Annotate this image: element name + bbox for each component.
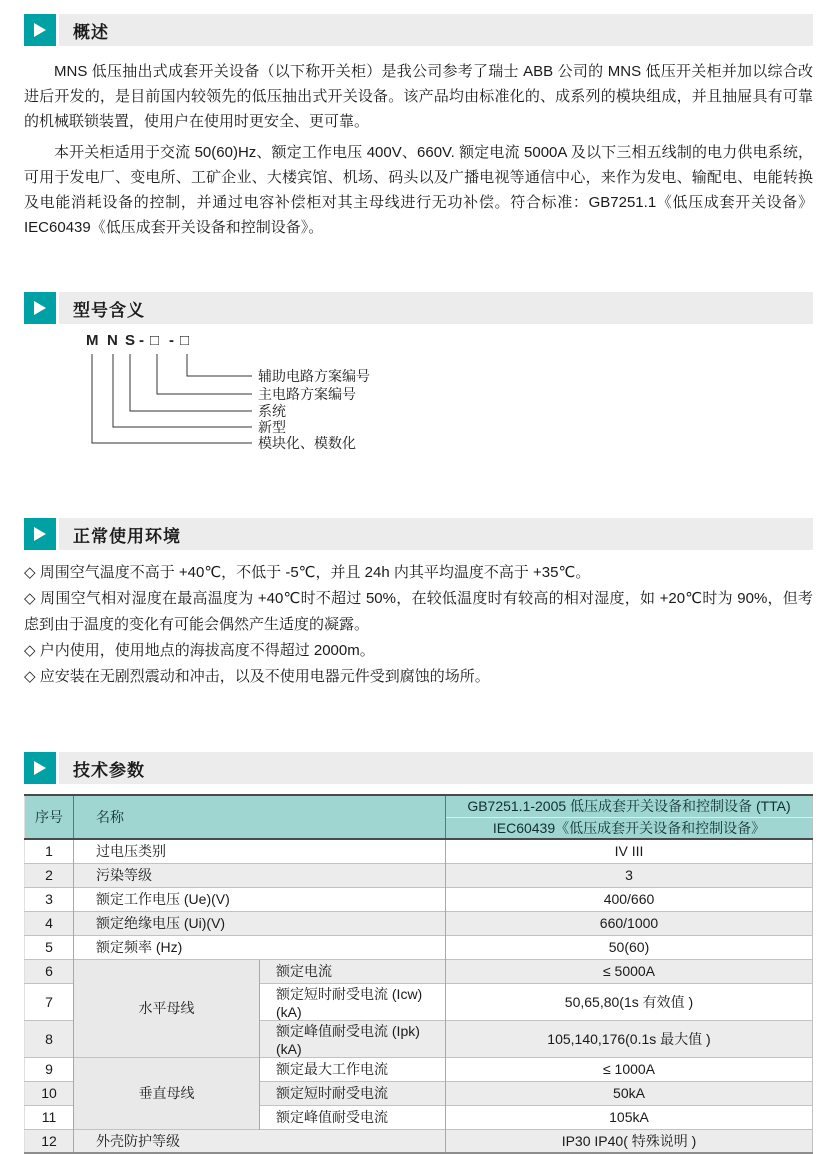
- section-title-environment: 正常使用环境: [73, 526, 181, 546]
- cell-group-vertical-busbar: 垂直母线: [74, 1057, 260, 1129]
- cell-name: 额定工作电压 (Ue)(V): [74, 887, 446, 911]
- cell-name: 额定峰值耐受电流 (Ipk)(kA): [260, 1020, 446, 1057]
- cell-name: 过电压类别: [74, 839, 446, 863]
- table-row: [25, 911, 813, 935]
- model-char-dash1: -: [139, 332, 144, 349]
- cell-name: 额定短时耐受电流 (Icw)(kA): [260, 983, 446, 1020]
- cell-value: 400/660: [446, 887, 813, 911]
- environment-list: [24, 560, 813, 690]
- play-arrow-icon: [24, 752, 56, 784]
- environment-item: ◇ 户内使用，使用地点的海拔高度不得超过 2000m。: [24, 642, 375, 659]
- table-row: [25, 935, 813, 959]
- section-header-overview: [24, 14, 813, 46]
- cell-value: ≤ 5000A: [446, 959, 813, 983]
- cell-value: 50,65,80(1s 有效值 ): [446, 983, 813, 1020]
- tech-params-table: [24, 794, 813, 1154]
- environment-item: ◇ 应安装在无剧烈震动和冲击，以及不使用电器元件受到腐蚀的场所。: [24, 668, 490, 685]
- play-arrow-icon: [24, 292, 56, 324]
- model-label-new-type: 新型: [258, 419, 286, 435]
- cell-no: 4: [25, 911, 74, 935]
- section-title-bar: [59, 14, 813, 46]
- cell-name: 额定绝缘电压 (Ui)(V): [74, 911, 446, 935]
- cell-value: IV III: [446, 839, 813, 863]
- table-row: [25, 1057, 813, 1081]
- cell-no: 10: [25, 1081, 74, 1105]
- cell-value: 105kA: [446, 1105, 813, 1129]
- cell-value: 3: [446, 863, 813, 887]
- model-label-modular: 模块化、模数化: [258, 435, 356, 451]
- cell-no: 9: [25, 1057, 74, 1081]
- cell-name: 额定峰值耐受电流: [260, 1105, 446, 1129]
- cell-no: 12: [25, 1129, 74, 1153]
- cell-value: 50kA: [446, 1081, 813, 1105]
- overview-paragraph-1: MNS 低压抽出式成套开关设备（以下称开关柜）是我公司参考了瑞士 ABB 公司的 MNS 低压开关柜并加以综合改进后开发的，是目前国内较领先的低压抽出式开关设备。该产品均由标准化的、成系列的模块组成，并且抽屉具有可靠的机械联锁装置，使用户在使用时更安全、更可靠。: [24, 63, 813, 130]
- model-char-n: N: [107, 332, 118, 349]
- section-title-bar: [59, 292, 813, 324]
- table-row: [25, 839, 813, 863]
- cell-name: 额定电流: [260, 959, 446, 983]
- header-cell-standard-iec: IEC60439《低压成套开关设备和控制设备》: [446, 817, 813, 839]
- table-row: [25, 863, 813, 887]
- cell-value: IP30 IP40( 特殊说明 ): [446, 1129, 813, 1153]
- table-row: [25, 1129, 813, 1153]
- section-title-bar: [59, 518, 813, 550]
- cell-value: 50(60): [446, 935, 813, 959]
- overview-paragraph-2: 本开关柜适用于交流 50(60)Hz、额定工作电压 400V、660V. 额定电流 5000A 及以下三相五线制的电力供电系统，可用于发电厂、变电所、工矿企业、大楼宾馆、机场、码头以及广播电视等通信中心，来作为发电、输配电、电能转换及电能消耗设备的控制，并通过电容补偿柜对其主母线进行无功补偿。符合标准：GB7251.1《低压成套开关设备》IEC60439《低压成套开关设备和控制设备》。: [24, 144, 813, 236]
- environment-item: ◇ 周围空气相对湿度在最高温度为 +40℃时不超过 50%，在较低温度时有较高的相对湿度，如 +20℃时为 90%，但考虑到由于温度的变化有可能会偶然产生适度的凝露。: [24, 590, 813, 633]
- section-header-model: [24, 292, 813, 324]
- cell-no: 7: [25, 983, 74, 1020]
- section-header-tech-params: [24, 752, 813, 784]
- environment-item: ◇ 周围空气温度不高于 +40℃，不低于 -5℃，并且 24h 内其平均温度不高于 +35℃。: [24, 564, 591, 581]
- header-cell-name: 名称: [74, 795, 446, 839]
- model-char-dash2: -: [169, 332, 174, 349]
- cell-name: 外壳防护等级: [74, 1129, 446, 1153]
- cell-name: 污染等级: [74, 863, 446, 887]
- section-title-bar: [59, 752, 813, 784]
- cell-group-horizontal-busbar: 水平母线: [74, 959, 260, 1057]
- header-cell-standard-gb: GB7251.1-2005 低压成套开关设备和控制设备 (TTA): [446, 795, 813, 817]
- table-row: [25, 887, 813, 911]
- cell-no: 11: [25, 1105, 74, 1129]
- cell-value: 660/1000: [446, 911, 813, 935]
- cell-value: 105,140,176(0.1s 最大值 ): [446, 1020, 813, 1057]
- cell-no: 3: [25, 887, 74, 911]
- cell-no: 2: [25, 863, 74, 887]
- play-arrow-icon: [24, 518, 56, 550]
- cell-no: 8: [25, 1020, 74, 1057]
- model-char-box1: □: [150, 332, 160, 349]
- cell-value: ≤ 1000A: [446, 1057, 813, 1081]
- model-char-m: M: [86, 332, 99, 349]
- section-header-environment: [24, 518, 813, 550]
- header-cell-no: 序号: [25, 795, 74, 839]
- cell-no: 6: [25, 959, 74, 983]
- cell-no: 1: [25, 839, 74, 863]
- play-arrow-icon: [24, 14, 56, 46]
- model-label-main-circuit: 主电路方案编号: [258, 386, 356, 402]
- cell-name: 额定短时耐受电流: [260, 1081, 446, 1105]
- model-label-system: 系统: [258, 403, 286, 419]
- cell-name: 额定最大工作电流: [260, 1057, 446, 1081]
- cell-no: 5: [25, 935, 74, 959]
- cell-name: 额定频率 (Hz): [74, 935, 446, 959]
- section-title-tech-params: 技术参数: [73, 760, 145, 780]
- table-header-row: [25, 795, 813, 817]
- model-char-box2: □: [180, 332, 190, 349]
- section-title-overview: 概述: [73, 22, 109, 42]
- table-row: [25, 959, 813, 983]
- model-code-diagram: [64, 332, 484, 458]
- model-char-s: S: [125, 332, 136, 349]
- section-title-model: 型号含义: [73, 300, 145, 320]
- model-label-aux-circuit: 辅助电路方案编号: [258, 368, 370, 384]
